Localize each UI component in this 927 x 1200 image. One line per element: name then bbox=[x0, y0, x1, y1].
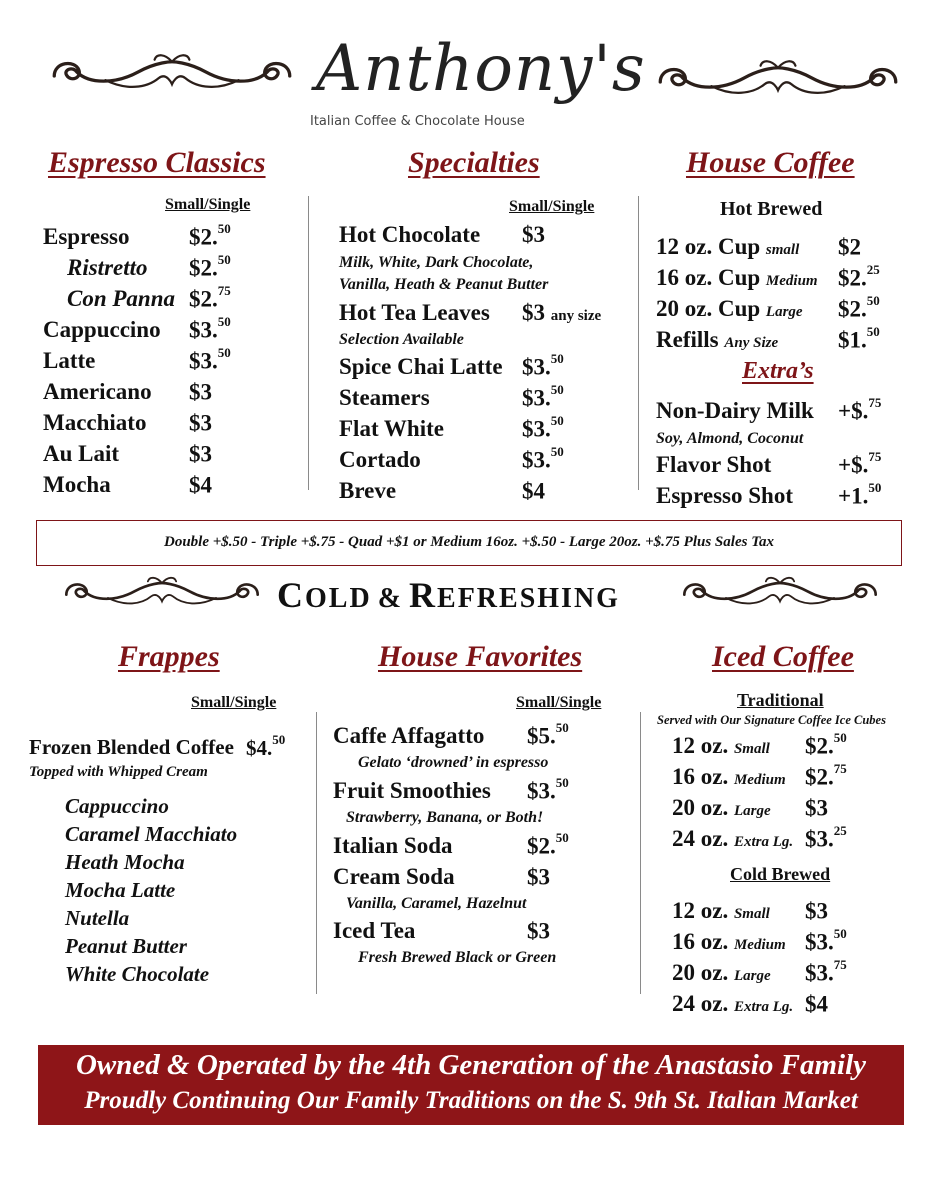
size-label: Small/Single bbox=[165, 196, 251, 213]
column-divider bbox=[640, 712, 641, 994]
size-label: Small/Single bbox=[509, 198, 595, 215]
item-note: Soy, Almond, Coconut bbox=[656, 430, 804, 447]
item-note: Vanilla, Heath & Peanut Butter bbox=[339, 276, 549, 293]
column-divider bbox=[638, 196, 639, 490]
item-note: Served with Our Signature Coffee Ice Cubes bbox=[657, 713, 886, 727]
swirl-ornament-icon bbox=[44, 52, 300, 96]
section-title-house-coffee: House Coffee bbox=[686, 146, 855, 179]
footer-line-2: Proudly Continuing Our Family Traditions on the S. 9th St. Italian Market bbox=[84, 1087, 858, 1114]
swirl-ornament-icon bbox=[650, 58, 906, 102]
size-upgrade-box bbox=[36, 520, 902, 566]
section-title-espresso-classics: Espresso Classics bbox=[48, 146, 266, 179]
item-note: Vanilla, Caramel, Hazelnut bbox=[346, 895, 527, 912]
hot-brewed-label: Hot Brewed bbox=[720, 198, 823, 220]
cold-brewed-label: Cold Brewed bbox=[730, 864, 831, 884]
logo-title: Anthony's bbox=[316, 32, 646, 106]
section-title-iced-coffee: Iced Coffee bbox=[712, 640, 854, 673]
item-note: Milk, White, Dark Chocolate, bbox=[339, 254, 534, 271]
cold-refreshing-title: COLD & REFRESHING bbox=[277, 575, 620, 615]
frappe-flavor: Nutella bbox=[65, 906, 130, 930]
size-upgrade-text: Double +$.50 - Triple +$.75 - Quad +$1 or Medium 16oz. +$.50 - Large 20oz. +$.75 Plus Sales Tax bbox=[164, 534, 774, 550]
traditional-label: Traditional bbox=[737, 690, 824, 710]
item-note: Fresh Brewed Black or Green bbox=[358, 949, 557, 966]
section-title-frappes: Frappes bbox=[118, 640, 220, 673]
logo bbox=[310, 28, 646, 134]
frappe-flavor: Peanut Butter bbox=[65, 934, 187, 958]
section-title-house-favorites: House Favorites bbox=[378, 640, 583, 673]
size-label: Small/Single bbox=[191, 694, 277, 711]
item-note: Selection Available bbox=[339, 331, 464, 348]
section-title-specialties: Specialties bbox=[408, 146, 540, 179]
extras-title: Extra’s bbox=[742, 358, 814, 384]
footer-banner bbox=[38, 1045, 904, 1125]
frappe-flavor: Heath Mocha bbox=[65, 850, 185, 874]
logo-subtitle: Italian Coffee & Chocolate House bbox=[310, 114, 525, 129]
item-note: Gelato ‘drowned’ in espresso bbox=[358, 754, 549, 771]
swirl-ornament-icon bbox=[58, 574, 266, 612]
size-label: Small/Single bbox=[516, 694, 602, 711]
frappe-flavor: Cappuccino bbox=[65, 794, 169, 818]
column-divider bbox=[316, 712, 317, 994]
swirl-ornament-icon bbox=[676, 574, 884, 612]
frappe-flavor: Mocha Latte bbox=[65, 878, 176, 902]
column-divider bbox=[308, 196, 309, 490]
frappe-flavor: White Chocolate bbox=[65, 962, 210, 986]
footer-line-1: Owned & Operated by the 4th Generation of the Anastasio Family bbox=[75, 1049, 866, 1081]
item-note: Strawberry, Banana, or Both! bbox=[346, 809, 544, 826]
item-note: Topped with Whipped Cream bbox=[29, 764, 208, 780]
frappe-flavor: Caramel Macchiato bbox=[65, 822, 238, 846]
